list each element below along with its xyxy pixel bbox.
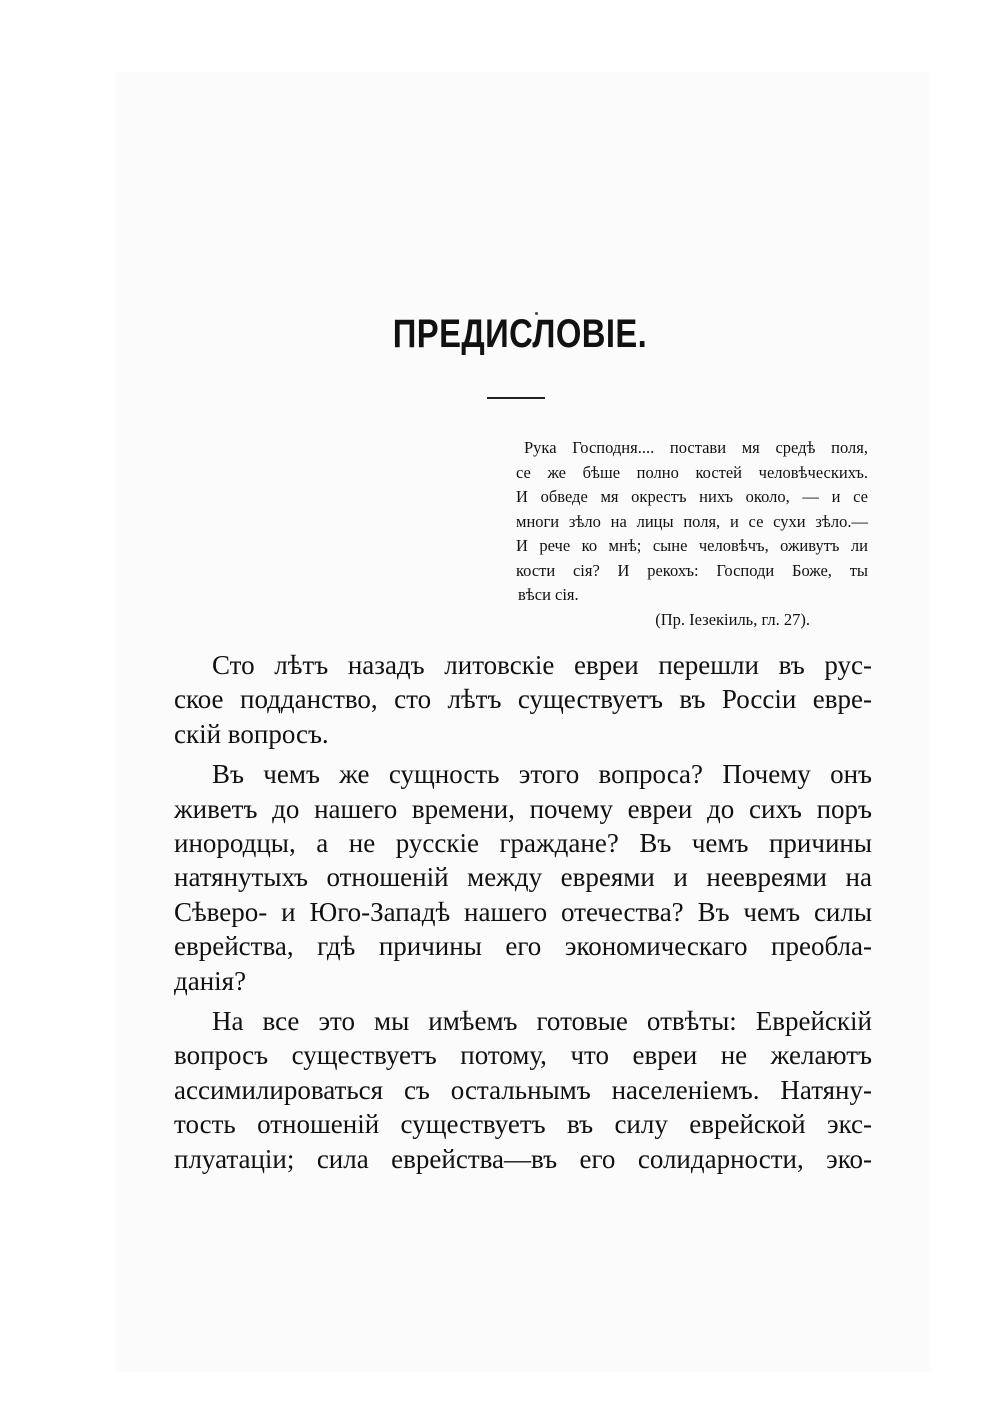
text-line: Сѣверо- и Юго-Западѣ нашего отечества? Въ чемъ силы: [174, 896, 872, 927]
text-line: Сто лѣтъ назадъ литовскіе евреи перешли въ рус-: [212, 650, 872, 680]
text-line: На все это мы имѣемъ готовые отвѣты: Еврейскій: [212, 1006, 872, 1037]
epigraph-line: се же бѣше полно костей человѣческихъ.: [516, 462, 868, 482]
epigraph-line: И рече ко мнѣ; сыне человѣчъ, оживутъ ли: [516, 536, 868, 555]
epigraph-line: И обведе мя окрестъ нихъ около, — и се: [516, 487, 868, 506]
epigraph: [516, 436, 868, 632]
text-line: ассимилироваться съ остальнымъ населеніемъ. Натяну-: [174, 1074, 872, 1105]
text-line: тость отношеній существуетъ въ силу еврейской экс-: [174, 1109, 872, 1140]
epigraph-line: кости сія? И рекохъ: Господи Боже, ты: [516, 560, 868, 580]
epigraph-line: многи зѣло на лицы поля, и се сухи зѣло.—: [516, 511, 868, 531]
text-line: натянутыхъ отношеній между евреями и неевреями на: [174, 862, 872, 893]
text-line: еврейства, гдѣ причины его экономическаго преобла-: [174, 931, 872, 962]
text-line: инородцы, а не русскіе граждане? Въ чемъ причины: [174, 828, 872, 859]
text-line: Въ чемъ же сущность этого вопроса? Почему онъ: [212, 759, 872, 790]
epigraph-line: Рука Господня.... постави мя средѣ поля,: [524, 438, 868, 457]
title-rule: [487, 397, 545, 399]
text-line: вопросъ существуетъ потому, что евреи не желаютъ: [174, 1040, 872, 1071]
text-line: ское подданство, сто лѣтъ существуетъ въ Россіи евре-: [174, 684, 872, 715]
paragraph-3: [174, 1004, 872, 1176]
epigraph-source: (Пр. Іезекіиль, гл. 27).: [655, 609, 810, 629]
text-line: плуатаціи; сила еврейства—въ его солидарности, эко-: [174, 1143, 872, 1174]
paragraph-2: [174, 757, 872, 998]
paragraph-1: [174, 648, 872, 751]
text-line: данія?: [174, 965, 247, 996]
epigraph-line: вѣси сія.: [518, 585, 579, 604]
text-line: скій вопросъ.: [174, 718, 329, 749]
page-title: ПРЕДИСЛОВІЕ.: [392, 312, 648, 356]
text-line: живетъ до нашего времени, почему евреи до сихъ поръ: [174, 793, 872, 824]
body-text: [174, 648, 872, 1176]
